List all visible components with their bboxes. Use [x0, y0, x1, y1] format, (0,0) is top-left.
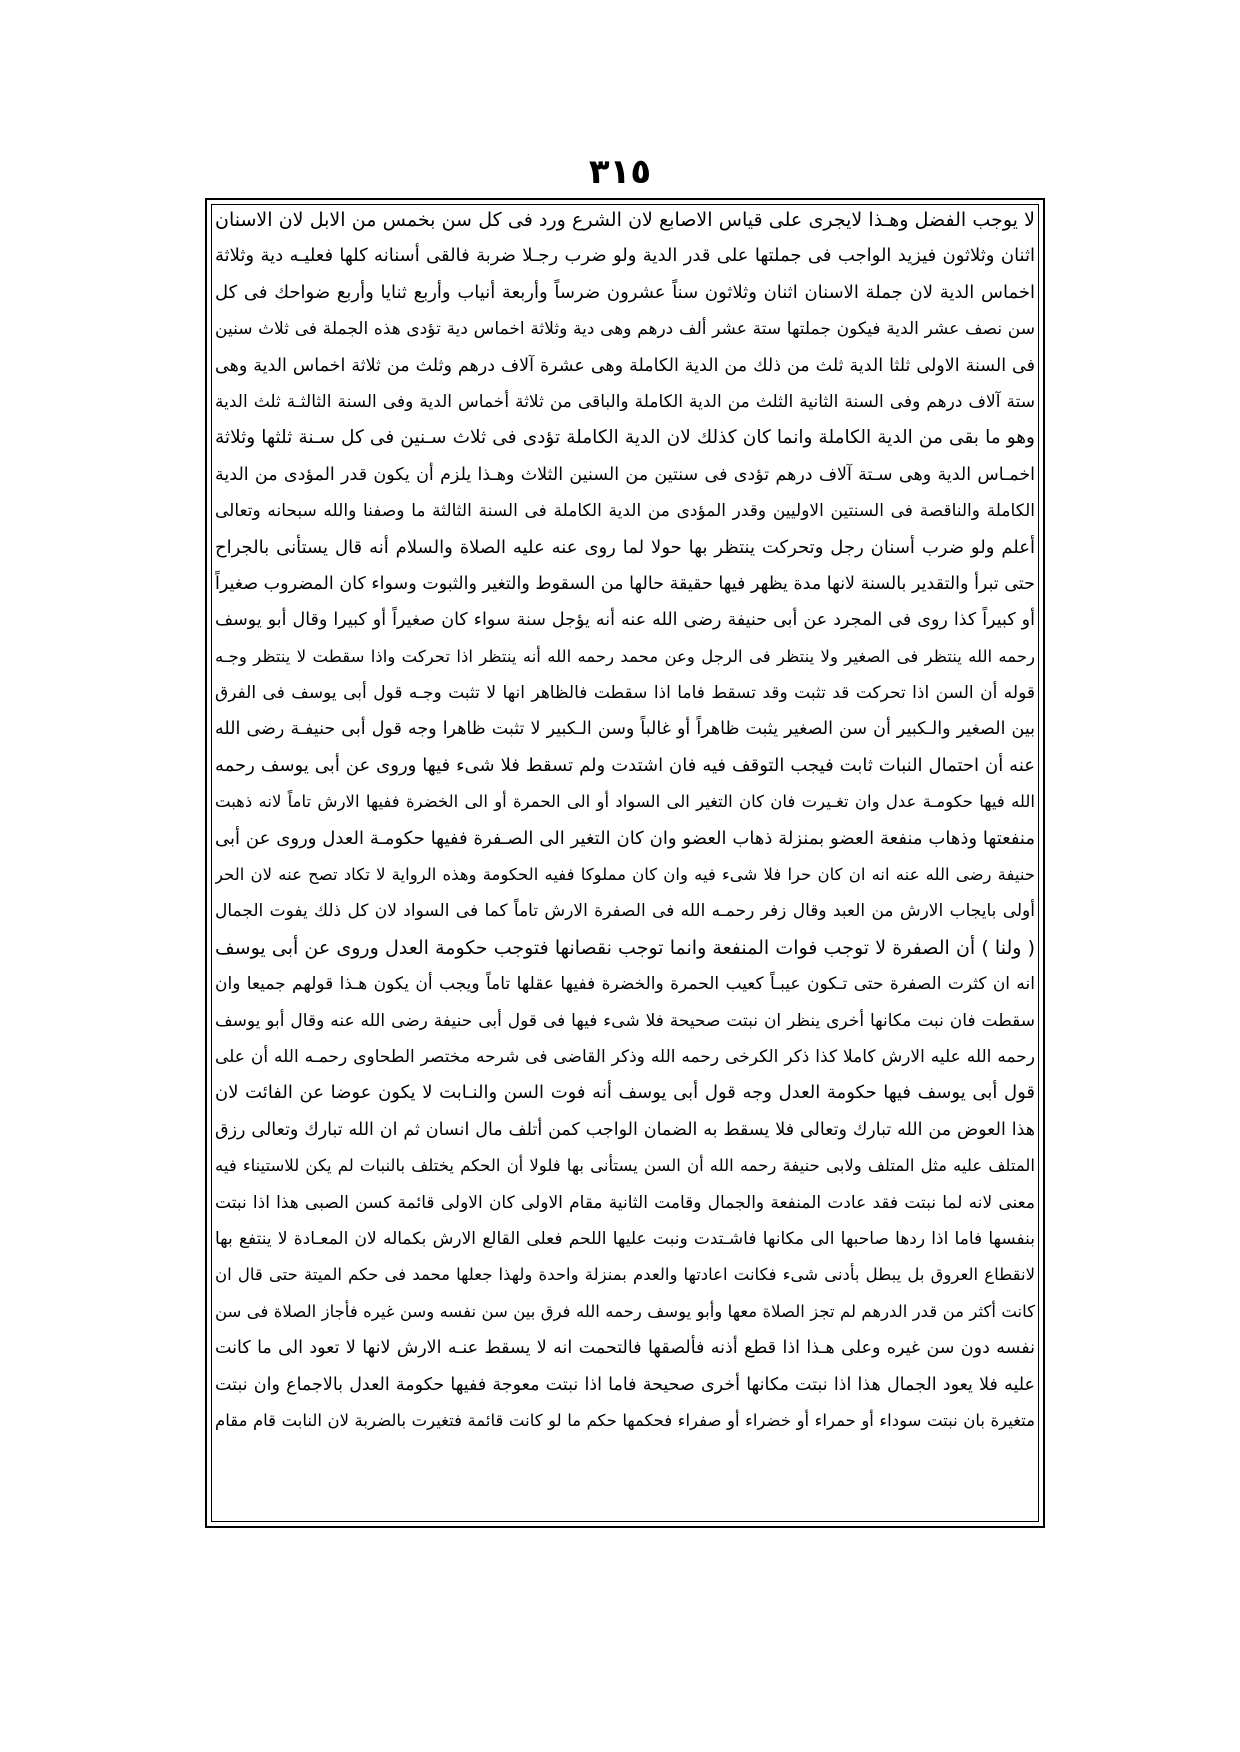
text-line: حنیفة رضی الله عنه انه ان کان حرا فلا شیء فیه وان کان مملوکا ففیه الحکومة وهذه الروایة لا تکاد تصح عنه لان الحر [215, 865, 1035, 885]
text-line: قوله أن السن اذا تحرکت قد تثبت وقد تسقط فاما اذا سقطت فالظاهر انها لا تثبت وجـه قول أبی یوسف فی الفرق [215, 683, 1035, 704]
text-line: متغیرة بان نبتت سوداء أو حمراء أو خضراء أو صفراء فحکمها حکم ما لو کانت قائمة فتغیرت بالضربة لان النابت قام مقام [215, 1410, 1035, 1430]
text-line: اثنان وثلاثون فیزید الواجب فی جملتها علی قدر الدیة ولو ضرب رجـلا ضربة فالقی أسنانه کلها فعلیـه دیة وثلاثة [215, 245, 1035, 267]
text-line: أو کبیراً کذا روی فی المجرد عن أبی حنیفة رضی الله عنه أنه یؤجل سنة سواء کان صغیراً أو کبیرا وقال أبو یوسف [215, 610, 1035, 631]
text-line: هذا العوض من الله تبارك وتعالی فلا یسقط به الضمان الواجب کمن أتلف مال انسان ثم ان الله تبارك وتعالی رزق [215, 1119, 1035, 1140]
text-line: حتی تبرأ والتقدیر بالسنة لانها مدة یظهر فیها حقیقة حالها من السقوط والتغیر والثبوت وسواء کان المضروب صغیراً [215, 573, 1035, 594]
text-line: انه ان کثرت الصفرة حتی تـکون عیبـاً کعیب الحمرة والخضرة ففیها عقلها تاماً ویجب أن یکون هـذا قولهم جمیعا وان [215, 974, 1035, 995]
text-line: بین الصغیر والـکبیر أن سن الصغیر یثبت ظاهراً أو غالباً وسن الـکبیر لا تثبت ظاهرا وجه قول أبی حنیفـة رضی الله [215, 719, 1035, 740]
text-line: لا یوجب الفضل وهـذا لایجری علی قیاس الاصابع لان الشرع ورد فی کل سن بخمس من الابل لان الاسنان [215, 209, 1035, 231]
text-line: معنی لانه لما نبتت فقد عادت المنفعة والجمال وقامت الثانیة مقام الاولی کان الاولی قائمة کسن الصبی هذا اذا نبتت [215, 1192, 1035, 1213]
text-line: قول أبی یوسف فیها حکومة العدل وجه قول أبی یوسف أنه فوت السن والنـابت لا یکون عوضا عن الفائت لان [215, 1082, 1035, 1104]
text-line: منفعتها وذهاب منفعة العضو بمنزلة ذهاب العضو وان کان التغیر الی الصـفرة ففیها حکومـة العدل وروی عن أبی [215, 827, 1035, 849]
text-line: رحمه الله ینتظر فی الصغیر ولا ینتظر فی الرجل وعن محمد رحمه الله أنه ینتظر اذا تحرکت واذا سقطت لا ینتظر وجـه [215, 646, 1035, 666]
text-line: الله فیها حکومـة عدل وان تغـیرت فان کان التغیر الی السواد أو الی الحمرة أو الی الخضرة ففیها الارش تاماً لانه ذهبت [215, 792, 1035, 812]
text-line: أعلم ولو ضرب أسنان رجل وتحرکت ینتظر بها حولا لما روی عنه علیه الصلاة والسلام أنه قال یستأنی بالجراح [215, 536, 1035, 558]
text-line: اخماس الدیة لان جملة الاسنان اثنان وثلاثون سناً عشرون ضرساً وأربعة أنیاب وأربع ثنایا وأربع ضواحك فی کل [215, 281, 1035, 303]
text-line: سقطت فان نبت مکانها أخری ینظر ان نبتت صحیحة فلا شیء فیها فی قول أبی حنیفة رضی الله عنه وقال أبو یوسف [215, 1010, 1035, 1031]
text-line: وهو ما بقی من الدیة الکاملة وانما کان کذلك لان الدیة الکاملة تؤدی فی ثلاث سـنین فی کل سـنة ثلثها وثلاثة [215, 427, 1035, 449]
text-body [215, 202, 1035, 1439]
text-frame [205, 198, 1045, 1528]
text-line: علیه فلا یعود الجمال هذا اذا نبتت مکانها أخری صحیحة فاما اذا نبتت معوجة ففیها حکومة العدل بالاجماع وان نبتت [215, 1374, 1035, 1395]
text-line: الکاملة والناقصة فی السنتین الاولیین وقدر المؤدی من الدیة الکاملة فی السنة الثالثة ما وصفنا والله سبحانه وتعالی [215, 501, 1035, 522]
text-line: فی السنة الاولی ثلثا الدیة ثلث من ذلك من الدیة الکاملة وهی عشرة آلاف درهم وثلث من ثلاثة اخماس الدیة وهی [215, 355, 1035, 376]
text-line: اخمـاس الدیة وهی سـتة آلاف درهم تؤدی فی سنتین من السنین الثلاث وهـذا یلزم أن یکون قدر المؤدی من الدیة [215, 464, 1035, 485]
text-line: ( ولنا ) أن الصفرة لا توجب فوات المنفعة وانما توجب نقصانها فتوجب حکومة العدل وروی عن أبی یوسف [215, 936, 1035, 959]
text-line: عنه أن احتمال النبات ثابت فیجب التوقف فیه فان اشتدت ولم تسقط فلا شیء فیها وروی عن أبی یوسف رحمه [215, 754, 1035, 776]
page-number: ٣١٥ [588, 152, 652, 192]
text-line: المتلف علیه مثل المتلف ولابی حنیفة رحمه الله أن السن یستأنی بها فلولا أن الحکم یختلف بالنبات لم یکن للاستیناء فیه [215, 1156, 1035, 1176]
text-line: أولی بایجاب الارش من العبد وقال زفر رحمـه الله فی الصفرة الارش تاماً کما فی السواد لان کل ذلك یفوت الجمال [215, 901, 1035, 922]
text-line: لانقطاع العروق بل یبطل بأدنی شیء فکانت اعادتها والعدم بمنزلة واحدة ولهذا جعلها محمد فی حکم المیتة حتی قال ان [215, 1265, 1035, 1285]
text-line: سن نصف عشر الدیة فیکون جملتها ستة عشر ألف درهم وهی دیة وثلاثة اخماس دیة تؤدی هذه الجملة فی ثلاث سنین [215, 319, 1035, 340]
text-line: کانت أکثر من قدر الدرهم لم تجز الصلاة معها وأبو یوسف رحمه الله فرق بین سن نفسه وسن غیره فأجاز الصلاة فی سن [215, 1301, 1035, 1321]
text-line: ستة آلاف درهم وفی السنة الثانیة الثلث من الدیة الکاملة والباقی من ثلاثة أخماس الدیة وفی السنة الثالثـة ثلث الدیة [215, 391, 1035, 412]
text-line: بنفسها فاما اذا ردها صاحبها الی مکانها فاشـتدت ونبت علیها اللحم فعلی القالع الارش بکماله لان المعـادة لا ینتفع بها [215, 1228, 1035, 1249]
text-line: نفسه دون سن غیره وعلی هـذا اذا قطع أذنه فألصقها فالتحمت انه لا یسقط عنـه الارش لانها لا تعود الی ما کانت [215, 1338, 1035, 1359]
text-line: رحمه الله علیه الارش کاملا کذا ذکر الکرخی رحمه الله وذکر القاضی فی شرحه مختصر الطحاوی رحمـه الله أن علی [215, 1046, 1035, 1067]
